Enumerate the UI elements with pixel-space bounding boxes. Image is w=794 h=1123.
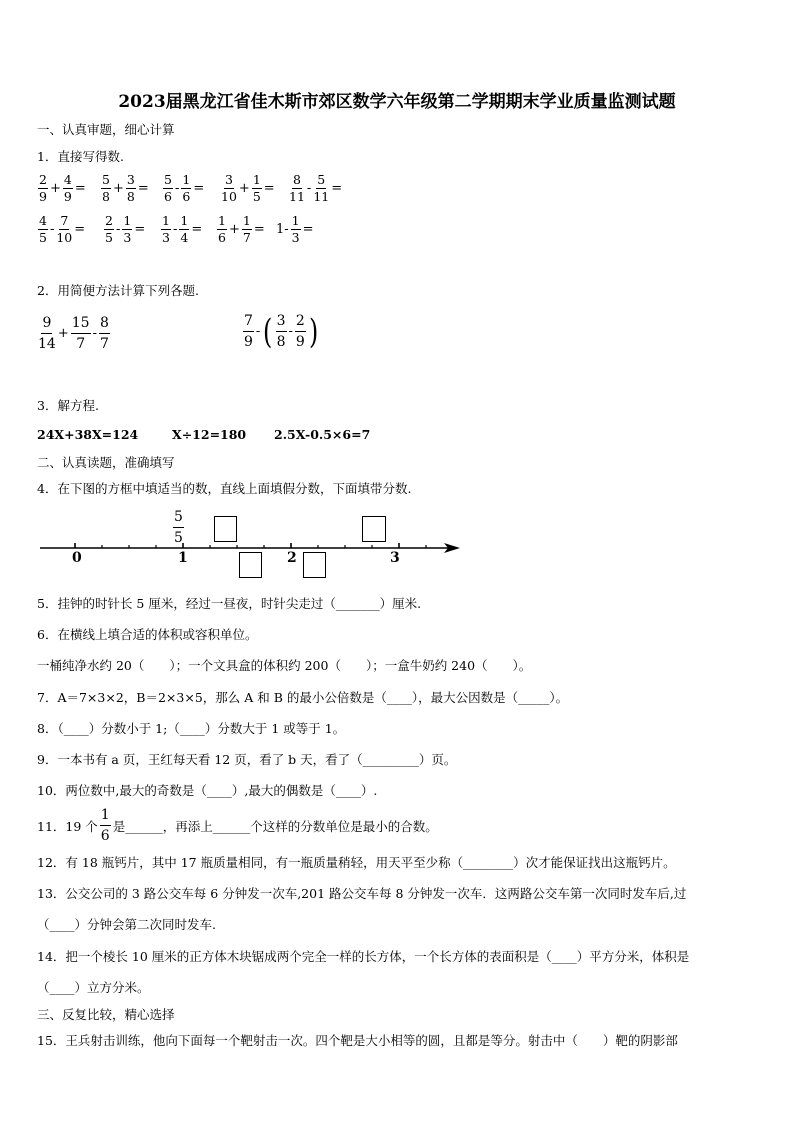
q13-line-2: （____）分钟会第二次同时发车. xyxy=(37,917,216,932)
q7-text: 7．A＝7×3×2，B＝2×3×5，那么 A 和 B 的最小公倍数是（____），最大公因数是（_____）。 xyxy=(37,690,569,705)
q1-item-9: $\frac{1}{6}$ + $\frac{1}{7}$ = xyxy=(218,213,265,245)
fraction: $\frac{2}{9}$ xyxy=(295,313,305,350)
tick-label-3: 3 xyxy=(390,550,400,566)
q2-expression-2: $\frac{7}{9}$ - ( $\frac{3}{8}$ - $\frac{2}{9}$ ) xyxy=(244,311,319,352)
q1-item-7: $\frac{2}{5}$ - $\frac{1}{3}$ = xyxy=(105,213,146,245)
q9-text: 9．一本书有 a 页，王红每天看 12 页，看了 b 天，看了（_________）页。 xyxy=(37,752,457,767)
q3-equation-1: 24X+38X=124 xyxy=(37,427,139,442)
q3-prompt: 3．解方程. xyxy=(37,398,99,413)
q1-item-8: $\frac{1}{3}$ - $\frac{1}{4}$ = xyxy=(162,213,203,245)
answer-box-below-1[interactable] xyxy=(239,552,262,578)
fraction: $\frac{1}{3}$ xyxy=(162,213,170,245)
q1-item-1: $\frac{2}{9}$ + $\frac{4}{9}$ = xyxy=(39,172,86,204)
q1-item-6: $\frac{4}{5}$ - $\frac{7}{10}$ = xyxy=(39,213,86,245)
fraction: $\frac{7}{9}$ xyxy=(244,313,253,350)
fraction: $\frac{15}{7}$ xyxy=(71,315,90,352)
q4-prompt: 4．在下图的方框中填适当的数，直线上面填假分数，下面填带分数. xyxy=(37,481,412,496)
tick-label-1: 1 xyxy=(178,550,188,566)
page-title: 2023届黑龙江省佳木斯市郊区数学六年级第二学期期末学业质量监测试题 xyxy=(118,92,676,112)
left-paren: ( xyxy=(263,311,273,352)
q8-text: 8．（____）分数小于 1;（____）分数大于 1 或等于 1。 xyxy=(37,721,346,736)
q5-text: 5．挂钟的时针长 5 厘米，经过一昼夜，时针尖走过（_______）厘米. xyxy=(37,596,422,611)
fraction: $\frac{3}{8}$ xyxy=(276,313,286,350)
q2-prompt: 2．用简便方法计算下列各题. xyxy=(37,283,199,298)
q1-item-4: $\frac{3}{10}$ + $\frac{1}{5}$ = xyxy=(221,172,275,204)
fraction: $\frac{5}{8}$ xyxy=(102,172,110,204)
fraction: $\frac{5}{11}$ xyxy=(313,172,330,204)
section-3-heading: 三、反复比较，精心选择 xyxy=(37,1007,175,1022)
fraction: $\frac{1}{7}$ xyxy=(242,213,251,245)
fraction: $\frac{1}{3}$ xyxy=(123,213,132,245)
fraction: $\frac{1}{3}$ xyxy=(291,213,300,245)
q13-line-1: 13．公交公司的 3 路公交车每 6 分钟发一次车,201 路公交车每 8 分钟发一次车．这两路公交车第一次同时发车后,过 xyxy=(37,886,687,901)
fraction: $\frac{9}{14}$ xyxy=(38,315,56,352)
q14-line-1: 14．把一个棱长 10 厘米的正方体木块锯成两个完全一样的长方体，一个长方体的表面积是（____）平方分米，体积是 xyxy=(37,949,690,964)
fraction: $\frac{1}{6}$ xyxy=(182,172,191,204)
q12-text: 12．有 18 瓶钙片，其中 17 瓶质量相同，有一瓶质量稍轻，用天平至少称（________）次才能保证找出这瓶钙片。 xyxy=(37,855,676,870)
q14-line-2: （____）立方分米。 xyxy=(37,980,150,995)
q3-equation-2: X÷12=180 xyxy=(172,427,247,442)
answer-box-above-2[interactable] xyxy=(362,516,386,542)
fraction: $\frac{4}{9}$ xyxy=(63,172,72,204)
q10-text: 10．两位数中,最大的奇数是（____）,最大的偶数是（____）. xyxy=(37,783,378,798)
right-paren: ) xyxy=(308,311,319,352)
q1-item-10: 1- $\frac{1}{3}$ = xyxy=(276,213,314,245)
fraction: $\frac{5}{6}$ xyxy=(164,172,172,204)
fraction: $\frac{1}{4}$ xyxy=(180,213,189,245)
section-2-heading: 二、认真读题，准确填写 xyxy=(37,455,175,470)
fraction: $\frac{1}{6}$ xyxy=(100,807,110,844)
q6-prompt: 6．在横线上填合适的体积或容积单位。 xyxy=(37,627,258,642)
fraction: $\frac{8}{7}$ xyxy=(99,315,109,352)
fraction: $\frac{7}{10}$ xyxy=(56,213,73,245)
fraction: $\frac{2}{5}$ xyxy=(105,213,113,245)
fraction: $\frac{2}{9}$ xyxy=(39,172,47,204)
q2-expression-1: $\frac{9}{14}$ + $\frac{15}{7}$ - $\frac{8}{7}$ xyxy=(38,315,109,352)
section-1-heading: 一、认真审题，细心计算 xyxy=(37,122,175,137)
fraction: $\frac{1}{5}$ xyxy=(252,172,261,204)
q1-item-2: $\frac{5}{8}$ + $\frac{3}{8}$ = xyxy=(102,172,149,204)
tick-label-0: 0 xyxy=(72,550,82,566)
improper-fraction-above-1: $\frac{5}{5}$ xyxy=(174,509,183,546)
q15-text: 15．王兵射击训练，他向下面每一个靶射击一次。四个靶是大小相等的圆，且都是等分。射击中（ ）靶的阴影部 xyxy=(37,1033,678,1048)
number-line-figure xyxy=(38,506,468,580)
q1-item-5: $\frac{8}{11}$ - $\frac{5}{11}$ = xyxy=(289,172,343,204)
q1-prompt: 1．直接写得数. xyxy=(37,149,124,164)
tick-label-2: 2 xyxy=(287,550,297,566)
q3-equation-3: 2.5X-0.5×6=7 xyxy=(274,427,371,442)
fraction: $\frac{3}{10}$ xyxy=(221,172,237,204)
answer-box-below-2[interactable] xyxy=(303,552,326,578)
answer-box-above-1[interactable] xyxy=(214,516,237,542)
fraction: $\frac{4}{5}$ xyxy=(39,213,47,245)
fraction: $\frac{3}{8}$ xyxy=(126,172,135,204)
q11-text: 11．19 个 $\frac{1}{6}$ 是______，再添上______个这样的分数单位是最小的合数。 xyxy=(37,807,438,844)
q6-line: 一桶纯净水约 20（ ）；一个文具盒的体积约 200（ ）；一盒牛奶约 240（ ）。 xyxy=(37,658,532,673)
fraction: $\frac{8}{11}$ xyxy=(289,172,305,204)
fraction: $\frac{1}{6}$ xyxy=(218,213,226,245)
q1-item-3: $\frac{5}{6}$ - $\frac{1}{6}$ = xyxy=(164,172,205,204)
